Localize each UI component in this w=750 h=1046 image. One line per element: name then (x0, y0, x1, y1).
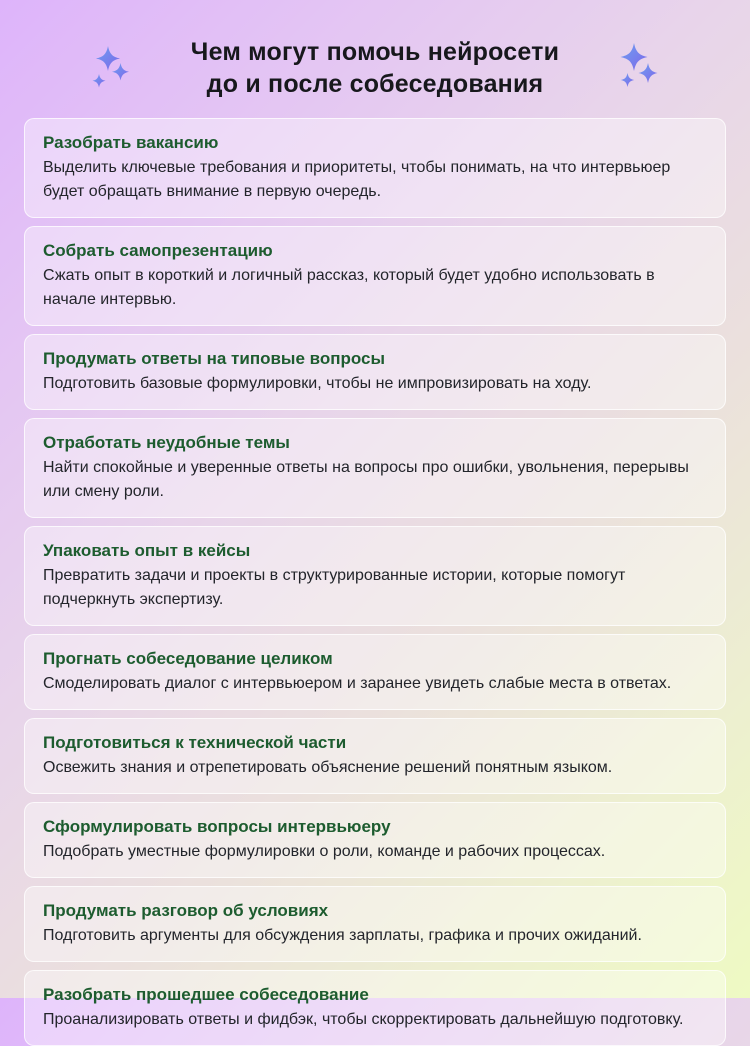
card-analyze-vacancy (24, 118, 726, 218)
card-mock-interview (24, 634, 726, 710)
card-title: Продумать разговор об условиях (43, 901, 329, 920)
card-body: Превратить задачи и проекты в структурированные истории, которые помогут подчеркнуть экспертизу. (43, 567, 626, 608)
card-title: Собрать самопрезентацию (43, 241, 273, 260)
page-title (191, 36, 559, 100)
card-body: Найти спокойные и уверенные ответы на вопросы про ошибки, увольнения, перерывы или смену роли. (43, 459, 689, 500)
card-experience-cases (24, 526, 726, 626)
card-body: Смоделировать диалог с интервьюером и заранее увидеть слабые места в ответах. (43, 675, 672, 692)
page-title-line1: Чем могут помочь нейросети (190, 38, 560, 66)
page-header (24, 36, 726, 100)
card-technical-part (24, 718, 726, 794)
card-conditions-talk (24, 886, 726, 962)
card-body: Подобрать уместные формулировки о роли, команде и рабочих процессах. (43, 843, 606, 860)
card-title: Упаковать опыт в кейсы (43, 541, 251, 560)
card-typical-questions (24, 334, 726, 410)
card-title: Сформулировать вопросы интервьюеру (43, 817, 391, 836)
card-body: Проанализировать ответы и фидбэк, чтобы скорректировать дальнейшую подготовку. (43, 1011, 684, 1028)
sparkles-right-icon (610, 38, 666, 99)
card-self-presentation (24, 226, 726, 326)
card-title: Разобрать прошедшее собеседование (43, 985, 369, 1004)
card-title: Прогнать собеседование целиком (43, 649, 333, 668)
sparkles-left-icon (82, 42, 134, 99)
card-title: Подготовиться к технической части (43, 733, 347, 752)
card-title: Продумать ответы на типовые вопросы (43, 349, 386, 368)
card-list (24, 118, 726, 1046)
card-title: Разобрать вакансию (43, 133, 219, 152)
page-title-line2: до и после собеседования (206, 70, 544, 98)
card-body: Подготовить аргументы для обсуждения зарплаты, графика и прочих ожиданий. (43, 927, 642, 944)
card-questions-for-interviewer (24, 802, 726, 878)
card-past-interview-review (24, 970, 726, 1046)
card-body: Подготовить базовые формулировки, чтобы не импровизировать на ходу. (43, 375, 592, 392)
card-uncomfortable-topics (24, 418, 726, 518)
card-body: Освежить знания и отрепетировать объяснение решений понятным языком. (43, 759, 613, 776)
card-body: Выделить ключевые требования и приоритеты, чтобы понимать, на что интервьюер будет обращать внимание в первую очередь. (43, 159, 671, 200)
card-body: Сжать опыт в короткий и логичный рассказ, который будет удобно использовать в начале интервью. (43, 267, 655, 308)
card-title: Отработать неудобные темы (43, 433, 290, 452)
